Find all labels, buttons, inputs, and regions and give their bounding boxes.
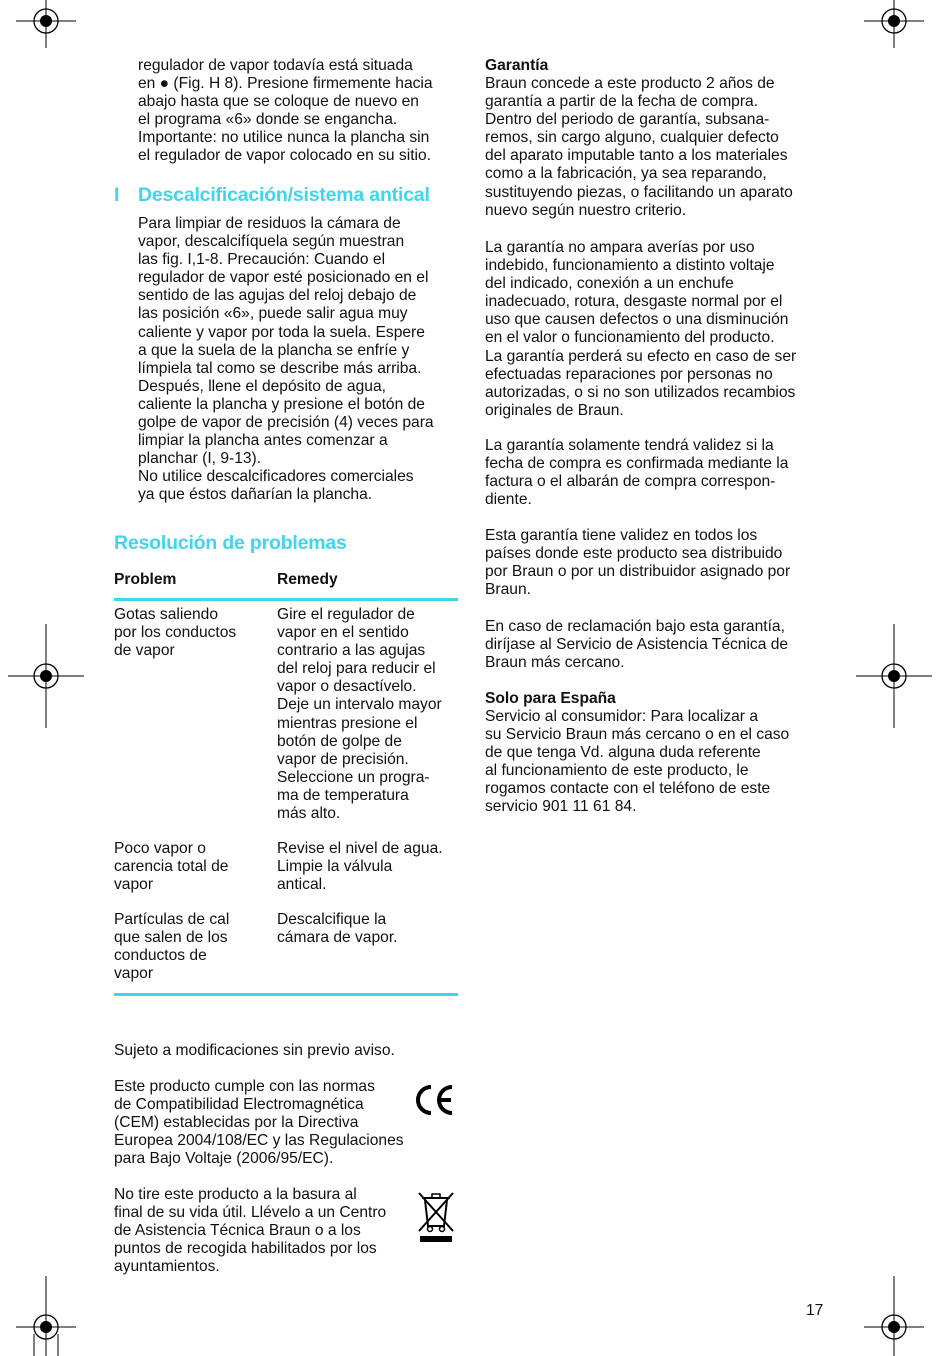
warranty-title: Garantía [485,57,549,74]
warranty-paragraph: Esta garantía tiene validez en todos los países donde este producto sea distribuido por Braun o por un distribuidor asignado por Braun. [485,527,791,599]
intro-paragraph: regulador de vapor todavía está situada en ● (Fig. H 8). Presione firmemente hacia abajo hasta que se coloque de nuevo en el programa «6» donde se engancha. Importante: no utilice nunca la plancha sin el regulador de vapor colocado en su sitio. [138,57,433,165]
remedy-cell: Descalcifique la cámara de vapor. [277,911,398,947]
col-header-problem: Problem [114,571,177,588]
problem-cell: Partículas de cal que salen de los conductos de vapor [114,911,230,983]
crossed-bin-icon [416,1190,456,1244]
troubleshooting-title: Resolución de problemas [114,532,347,554]
warranty-paragraph: La garantía no ampara averías por uso indebido, funcionamiento a distinto voltaje del indicado, conexión a un enchufe inadecuado, rotura, desgaste normal por el uso que causen defectos o una disminución en el valor o funcionamiento del producto. La garantía perderá su efecto en caso de ser efectuadas reparaciones por personas no autorizadas, o si no son utilizados recambios originales de Braun. [485,239,797,419]
section-i-body: Para limpiar de residuos la cámara de vapor, descalcifíquela según muestran las fig. I,1-8. Precaución: Cuando el regulador de vapor esté posicionado en el sentido de las agujas del reloj debajo de las posición «6», puede salir agua muy caliente y vapor por toda la suela. Espere a que la suela de la plancha se enfríe y límpiela tal como se describe más arriba. Después, llene el depósito de agua, caliente la plancha y presione el botón de golpe de vapor de precisión (4) veces para limpiar la plancha antes comenzar a planchar (I, 9-13). No utilice descalcificadores comerciales ya que éstos dañarían la plancha. [138,215,434,504]
warranty-paragraph: La garantía solamente tendrá validez si la fecha de compra es confirmada mediante la factura o el albarán de compra correspon- diente. [485,437,789,509]
remedy-cell: Revise el nivel de agua. Limpie la válvula antical. [277,840,443,894]
warranty-paragraph: Braun concede a este producto 2 años de garantía a partir de la fecha de compra. Dentro del periodo de garantía, subsana- remos, sin cargo alguno, cualquier defecto del aparato imputable tanto a los materiales como a la fabricación, ya sea reparando, sustituyendo piezas, o facilitando un aparato nuevo según nuestro criterio. [485,75,793,219]
modification-notice: Sujeto a modificaciones sin previo aviso. [114,1042,395,1059]
disposal-text: No tire este producto a la basura al final de su vida útil. Llévelo a un Centro de Asistencia Técnica Braun o a los puntos de recogida habilitados por los ayuntamientos. [114,1186,387,1276]
registration-mark-icon [14,1276,78,1356]
registration-mark-icon [862,0,926,48]
registration-mark-mid-left [8,624,84,728]
problem-cell: Gotas saliendo por los conductos de vapor [114,606,237,660]
ce-mark-icon [412,1082,456,1118]
page-number: 17 [806,1302,824,1319]
problem-cell: Poco vapor o carencia total de vapor [114,840,229,894]
registration-mark-bottom-right [862,1276,926,1356]
registration-mark-icon [856,624,932,728]
col-header-remedy: Remedy [277,571,338,588]
spain-service-text: Servicio al consumidor: Para localizar a su Servicio Braun más cercano o en el caso de que tenga Vd. alguna duda referente al funcionamiento de este producto, le rogamos contacte con el teléfono de este servicio 901 11 61 84. [485,708,790,816]
section-i-title: Descalcificación/sistema antical [138,184,430,206]
ce-compliance-text: Este producto cumple con las normas de Compatibilidad Electromagnética (CEM) establecidas por la Directiva Europea 2004/108/EC y las Regulaciones para Bajo Voltaje (2006/95/EC). [114,1078,404,1168]
registration-mark-icon [8,624,84,728]
registration-mark-top-right [862,0,926,48]
registration-mark-icon [14,0,78,48]
table-bottom-rule [114,993,458,996]
table-header-rule [114,598,458,601]
registration-mark-top-left [14,0,78,48]
remedy-cell: Gire el regulador de vapor en el sentido contrario a las agujas del reloj para reducir el vapor o desactívelo. Deje un intervalo mayor mientras presione el botón de golpe de vapor de precisión. Seleccione un progra- ma de temperatura más alto. [277,606,442,823]
registration-mark-bottom-left [14,1276,78,1356]
registration-mark-icon [862,1276,926,1356]
warranty-paragraph: En caso de reclamación bajo esta garantía, diríjase al Servicio de Asistencia Técnica de Braun más cercano. [485,618,789,672]
spain-title: Solo para España [485,690,616,707]
registration-mark-mid-right [856,624,932,728]
section-i-letter: I [114,184,120,206]
